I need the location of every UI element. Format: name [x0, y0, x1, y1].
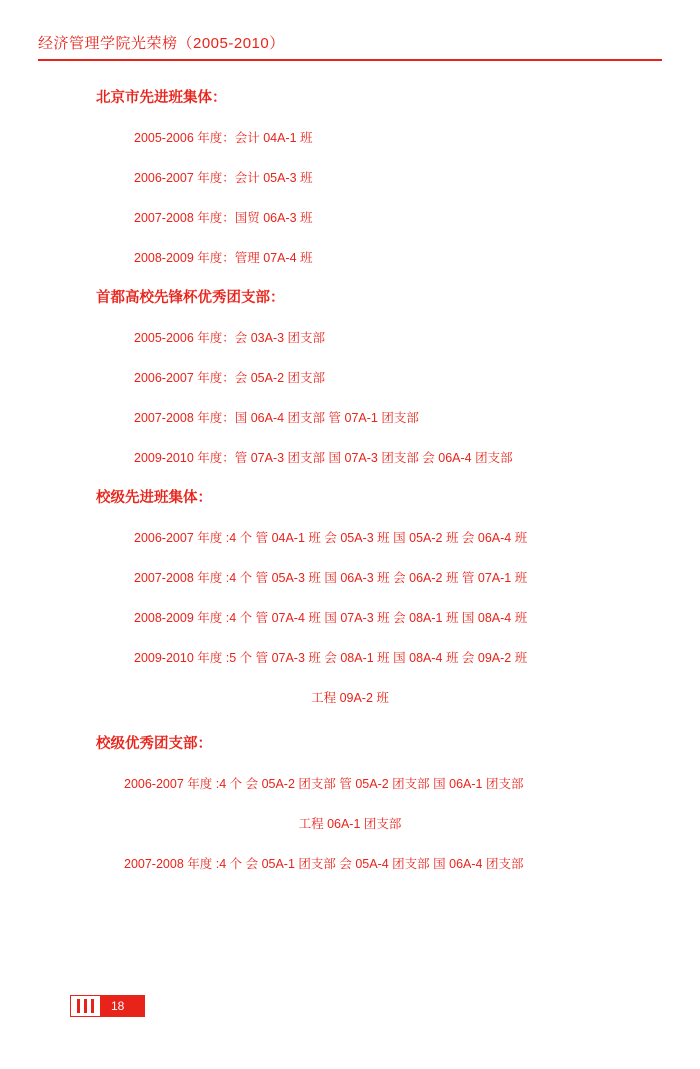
- list-item-continuation: 工程 06A-1 团支部: [298, 817, 402, 831]
- section-school-advanced-class: [0, 478, 700, 718]
- header-divider: [38, 59, 662, 61]
- page-footer: [70, 995, 145, 1017]
- list-item: 2006-2007 年度 :4 个 管 04A-1 班 会 05A-3 班 国 05A-2 班 会 06A-4 班: [134, 531, 528, 545]
- list-item: 2007-2008 年度 :4 个 管 05A-3 班 国 06A-3 班 会 06A-2 班 管 07A-1 班: [134, 571, 528, 585]
- section-heading: 北京市先进班集体：: [96, 90, 227, 106]
- section-heading: 首都高校先锋杯优秀团支部：: [96, 290, 285, 306]
- list-item: 2006-2007 年度：会计 05A-3 班: [134, 171, 313, 185]
- footer-bars-icon: [70, 995, 101, 1017]
- section-beijing-advanced-class: [0, 78, 700, 278]
- list-item: 2005-2006 年度：会计 04A-1 班: [134, 131, 313, 145]
- section-heading: 校级先进班集体：: [96, 490, 212, 506]
- section-capital-pioneer-cup: [0, 278, 700, 478]
- page-title: 经济管理学院光荣榜（2005-2010）: [38, 35, 285, 52]
- list-item-continuation: 工程 09A-2 班: [311, 691, 389, 705]
- document-body: [0, 78, 700, 884]
- list-item: 2009-2010 年度 :5 个 管 07A-3 班 会 08A-1 班 国 08A-4 班 会 09A-2 班: [134, 651, 528, 665]
- page-number: 18: [101, 995, 145, 1017]
- list-item: 2009-2010 年度：管 07A-3 团支部 国 07A-3 团支部 会 06A-4 团支部: [134, 451, 513, 465]
- list-item: 2006-2007 年度 :4 个 会 05A-2 团支部 管 05A-2 团支部 国 06A-1 团支部: [124, 777, 524, 791]
- list-item: 2008-2009 年度 :4 个 管 07A-4 班 国 07A-3 班 会 08A-1 班 国 08A-4 班: [134, 611, 528, 625]
- list-item: 2008-2009 年度：管理 07A-4 班: [134, 251, 313, 265]
- section-school-excellent-branch: [0, 724, 700, 884]
- list-item: 2006-2007 年度：会 05A-2 团支部: [134, 371, 326, 385]
- section-heading: 校级优秀团支部：: [96, 736, 212, 752]
- list-item: 2005-2006 年度：会 03A-3 团支部: [134, 331, 326, 345]
- list-item: 2007-2008 年度 :4 个 会 05A-1 团支部 会 05A-4 团支部 国 06A-4 团支部: [124, 857, 524, 871]
- list-item: 2007-2008 年度：国 06A-4 团支部 管 07A-1 团支部: [134, 411, 419, 425]
- list-item: 2007-2008 年度：国贸 06A-3 班: [134, 211, 313, 225]
- page-header: [38, 32, 662, 66]
